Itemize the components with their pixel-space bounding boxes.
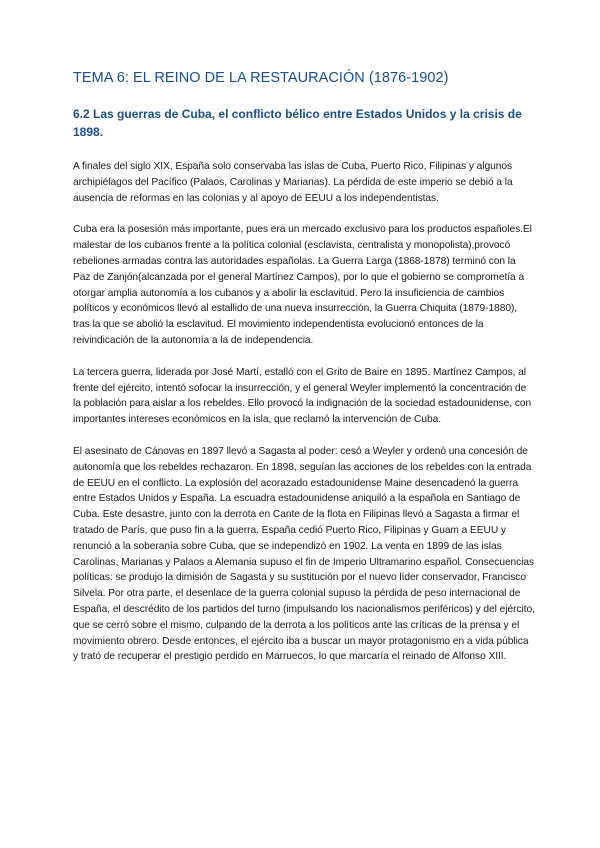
paragraph-third-war: La tercera guerra, liderada por José Martí, estalló con el Grito de Baire en 1895. Martínez Campos, al frente del ejército, intentó sofocar la insurrección, y el general Weyler implementó la concentración de la población para aislar a los rebeldes. Ello provocó la indignación de la sociedad estadounidense, con importantes intereses económicos en la isla, que reclamó la intervención de Cuba. bbox=[73, 366, 532, 426]
document-page bbox=[73, 68, 535, 665]
document-title: TEMA 6: EL REINO DE LA RESTAURACIÓN (1876-1902) bbox=[73, 70, 449, 86]
paragraph-intro: A finales del siglo XIX, España solo conservaba las islas de Cuba, Puerto Rico, Filipinas y algunos archipiélagos del Pacífico (Palaos, Carolinas y Marianas). La pérdida de este imperio se debió a la ausencia de reformas en las colonias y al apoyo de EEUU a los independentistas. bbox=[73, 161, 513, 204]
section-heading: 6.2 Las guerras de Cuba, el conflicto bélico entre Estados Unidos y la crisis de 1898. bbox=[73, 107, 522, 139]
paragraph-cuba: Cuba era la posesión más importante, pues era un mercado exclusivo para los productos españoles.El malestar de los cubanos frente a la política colonial (esclavista, centralista y monopolista),provocó rebeliones armadas contra las autoridades españolas. La Guerra Larga (1868-1878) terminó con la Paz de Zanjón(alcanzada por el general Martínez Campos), por lo que el gobierno se comprometía a otorgar amplia autonomía a los cubanos y a abolir la esclavitud. Pero la insuficiencia de cambios políticos y económicos llevó al estallido de una nueva insurrección, la Guerra Chiquita (1879-1880), tras la que se abolió la esclavitud. El movimiento independentista evolucionó entonces de la reivindicación de la autonomía a la de independencia. bbox=[73, 224, 532, 346]
paragraph-1898: El asesinato de Cánovas en 1897 llevó a Sagasta al poder: cesó a Weyler y ordenó una concesión de autonomía que los rebeldes rechazaron. En 1898, seguían las acciones de los rebeldes con la entrada de EEUU en el conflicto. La explosión del acorazado estadounidense Maine desencadenó la guerra entre Estados Unidos y España. La escuadra estadounidense aniquiló a la española en Santiago de Cuba. Este desastre, junto con la derrota en Cante de la flota en Filipinas llevó a Sagasta a firmar el tratado de París, que puso fin a la guerra. España cedió Puerto Rico, Filipinas y Guam a EEUU y renunció a la soberanía sobre Cuba, que se independizó en 1902. La venta en 1899 de las islas Carolinas, Marianas y Palaos a Alemania supuso el fin de Imperio Ultramarino español. Consecuencias políticas: se produjo la dimisión de Sagasta y su sustitución por el nuevo líder conservador, Francisco Silvela. Por otra parte, el desenlace de la guerra colonial supuso la pérdida de peso internacional de España, el descrédito de los partidos del turno (impulsando los nacionalismos periféricos) y del ejército, que se cerró sobre el mismo, culpando de la derrota a los políticos ante las críticas de la prensa y el movimiento obrero. Desde entonces, el ejército iba a buscar un mayor protagonismo en a vida pública y trató de recuperar el prestigio perdido en Marruecos, lo que marcaría el reinado de Alfonso XIII. bbox=[73, 445, 535, 663]
